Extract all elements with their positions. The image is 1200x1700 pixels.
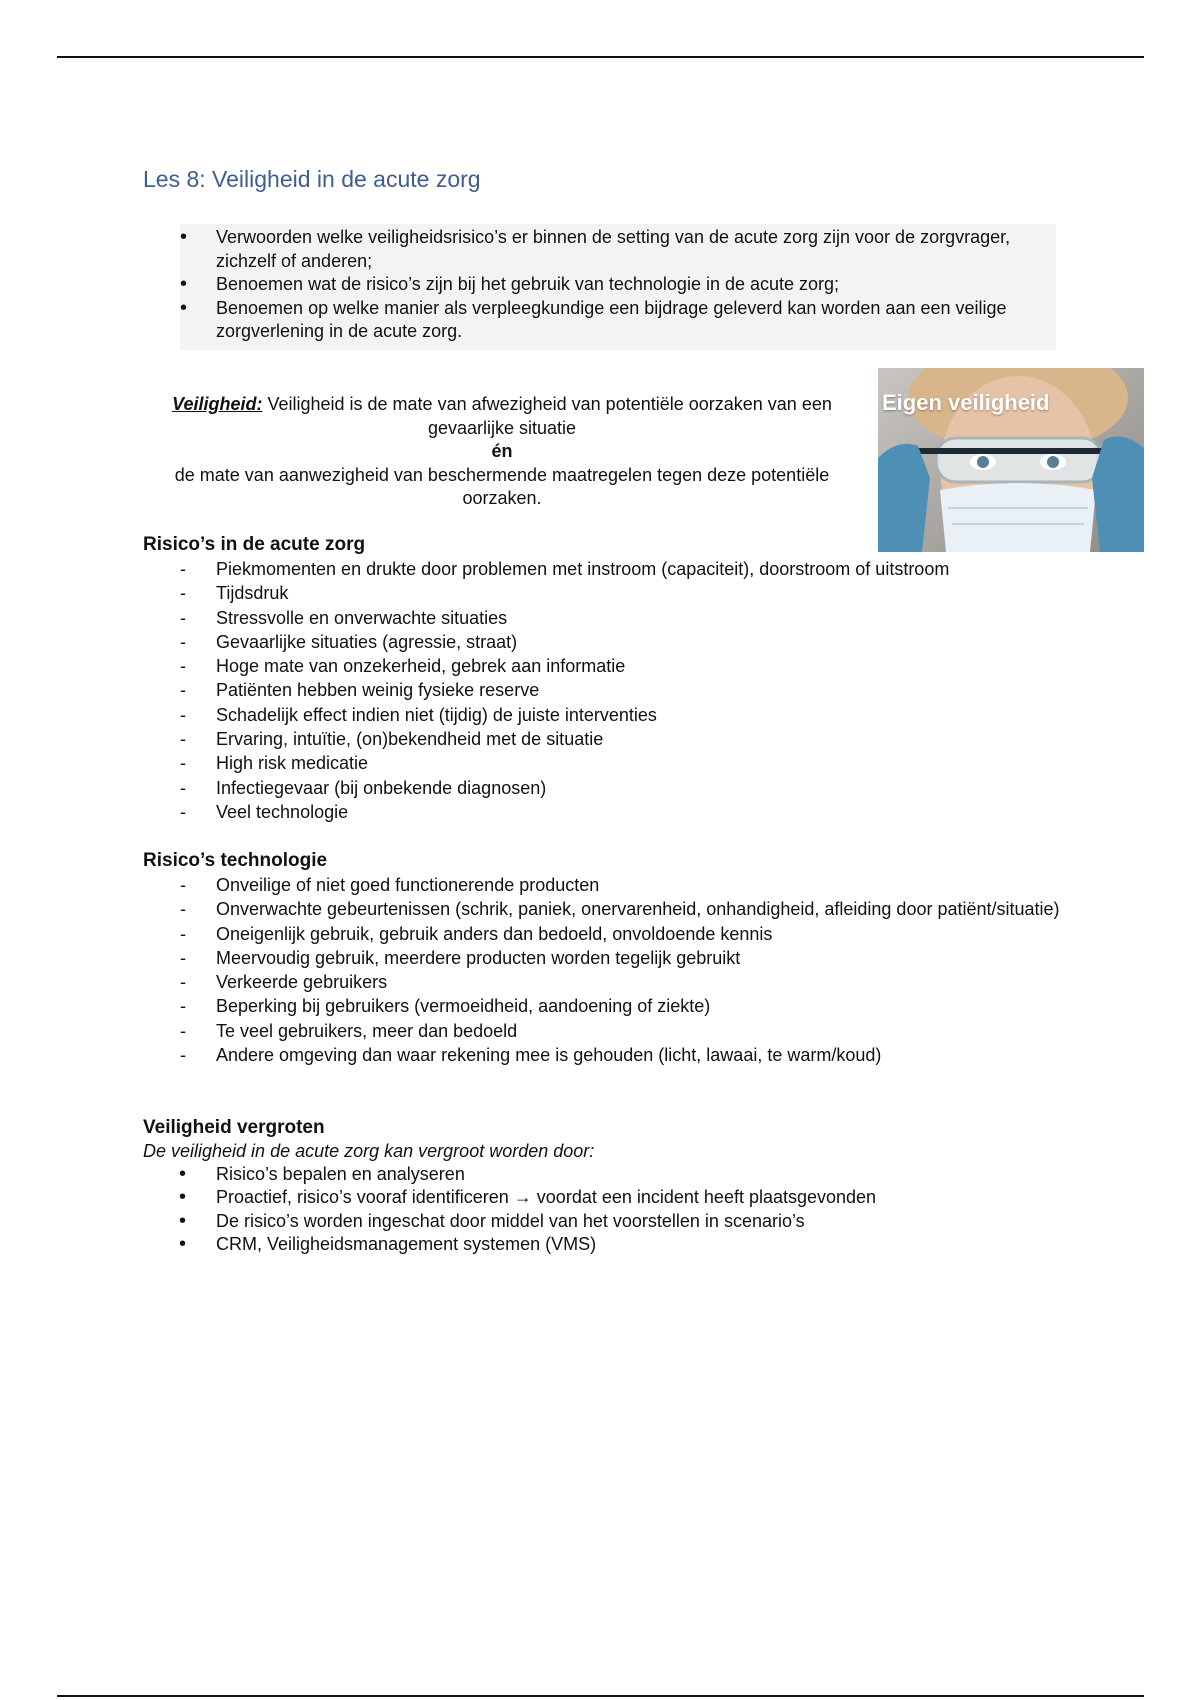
section-risks-technology	[143, 849, 1143, 1067]
section-heading: Risico’s in de acute zorg	[143, 534, 366, 555]
list-item: - Beperking bij gebruikers (vermoeidheid, aandoening of ziekte)	[143, 994, 1076, 1018]
definition-term: Veiligheid:	[172, 394, 263, 414]
list-item: - Onverwachte gebeurtenissen (schrik, paniek, onervarenheid, onhandigheid, afleiding door patiënt/situatie)	[143, 897, 1076, 921]
list-item: - Gevaarlijke situaties (agressie, straat)	[143, 630, 1076, 654]
list-item: • Proactief, risico’s vooraf identificeren → voordat een incident heeft plaatsgevonden	[143, 1186, 1076, 1209]
list-item: - Patiënten hebben weinig fysieke reserve	[143, 678, 1076, 702]
safety-increase-list	[143, 1163, 1143, 1256]
definition-part2: de mate van aanwezigheid van beschermende maatregelen tegen deze potentiële oorzaken.	[174, 464, 830, 508]
list-item: - Meervoudig gebruik, meerdere producten worden tegelijk gebruikt	[143, 946, 1076, 970]
section-heading: Risico’s technologie	[143, 850, 328, 871]
safety-photo	[878, 368, 1144, 552]
list-item: - Veel technologie	[143, 800, 1076, 824]
definition-conjunction: én	[491, 441, 513, 461]
list-item: • Risico’s bepalen en analyseren	[143, 1163, 1076, 1186]
photo-caption: Eigen veiligheid	[882, 390, 1050, 415]
bottom-rule	[57, 1695, 1144, 1697]
objective-item: • Verwoorden welke veiligheidsrisico’s er binnen de setting van de acute zorg zijn voor de zorgvrager, zichzelf of anderen;	[180, 226, 1056, 273]
list-item: - Andere omgeving dan waar rekening mee is gehouden (licht, lawaai, te warm/koud)	[143, 1043, 1076, 1067]
top-rule	[57, 56, 1144, 58]
list-item: - Schadelijk effect indien niet (tijdig) de juiste interventies	[143, 703, 1076, 727]
risks-technology-list	[143, 873, 1143, 1067]
section-risks-acute-care	[143, 533, 1143, 824]
learning-objectives	[180, 224, 1056, 350]
objective-item: • Benoemen wat de risico’s zijn bij het gebruik van technologie in de acute zorg;	[180, 273, 1056, 297]
list-item: - Piekmomenten en drukte door problemen met instroom (capaciteit), doorstroom of uitstroom	[143, 557, 1076, 581]
list-item: - Hoge mate van onzekerheid, gebrek aan informatie	[143, 654, 1076, 678]
section-heading: Veiligheid vergroten	[143, 1117, 325, 1138]
list-item: - Verkeerde gebruikers	[143, 970, 1076, 994]
list-item: - Stressvolle en onverwachte situaties	[143, 606, 1076, 630]
definition-part1: Veiligheid is de mate van afwezigheid van potentiële oorzaken van een gevaarlijke situatie	[262, 394, 832, 438]
list-item: - Tijdsdruk	[143, 581, 1076, 605]
list-item: • CRM, Veiligheidsmanagement systemen (VMS)	[143, 1233, 1076, 1256]
risks-acute-list	[143, 557, 1143, 824]
list-item: • De risico’s worden ingeschat door middel van het voorstellen in scenario’s	[143, 1210, 1076, 1233]
section-safety-increase	[143, 1116, 1143, 1256]
list-item: - Oneigenlijk gebruik, gebruik anders dan bedoeld, onvoldoende kennis	[143, 922, 1076, 946]
list-item: - Te veel gebruikers, meer dan bedoeld	[143, 1019, 1076, 1043]
safety-definition	[146, 393, 858, 511]
list-item: - High risk medicatie	[143, 751, 1076, 775]
list-item: - Ervaring, intuïtie, (on)bekendheid met de situatie	[143, 727, 1076, 751]
objective-item: • Benoemen op welke manier als verpleegkundige een bijdrage geleverd kan worden aan een veilige zorgverlening in de acute zorg.	[180, 297, 1056, 344]
list-item: - Onveilige of niet goed functionerende producten	[143, 873, 1076, 897]
list-item: - Infectiegevaar (bij onbekende diagnosen)	[143, 776, 1076, 800]
section-intro: De veiligheid in de acute zorg kan vergroot worden door:	[143, 1141, 595, 1161]
page-title: Les 8: Veiligheid in de acute zorg	[143, 166, 481, 192]
